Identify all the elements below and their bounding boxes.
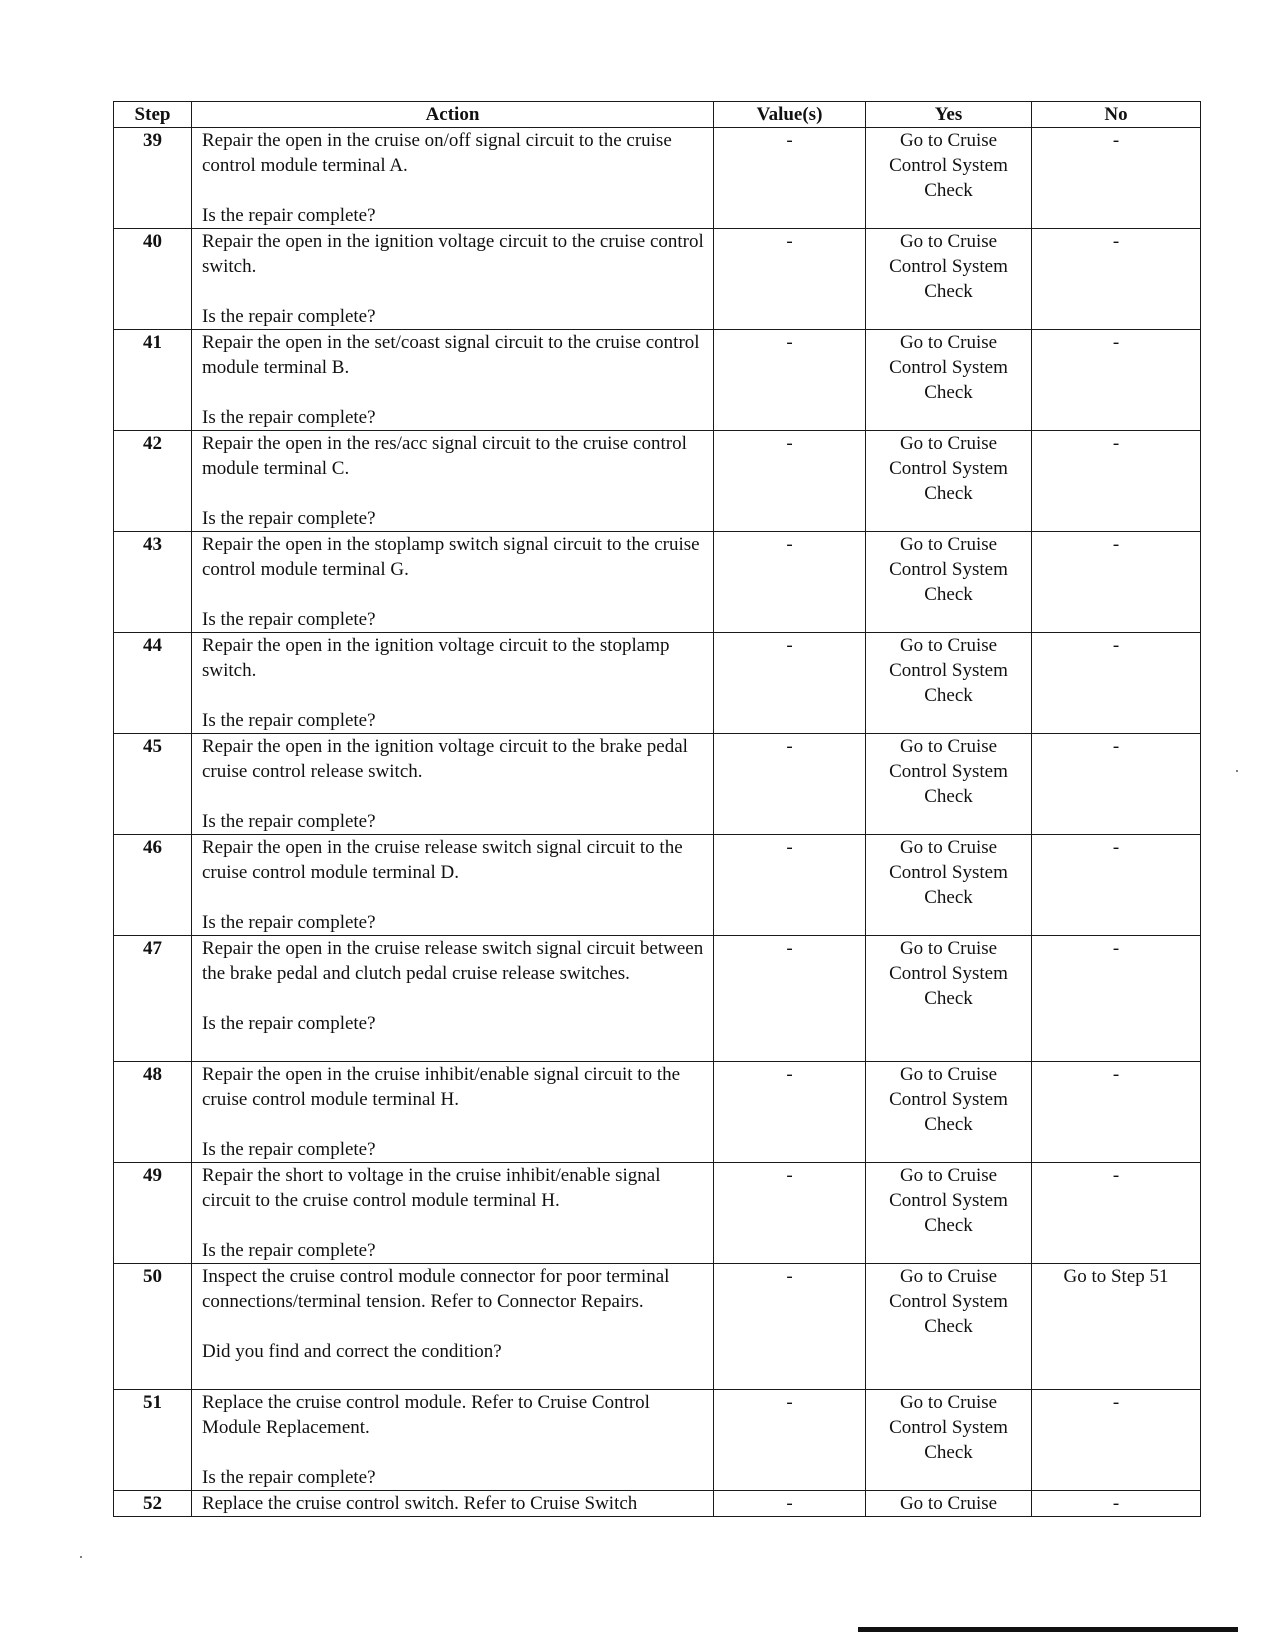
action-cell — [192, 229, 714, 330]
no-cell: - — [1032, 1390, 1201, 1491]
action-instruction: Repair the open in the res/acc signal circuit to the cruise control module terminal C. — [202, 433, 687, 479]
action-spacer — [202, 380, 707, 405]
action-question: Is the repair complete? — [202, 1240, 376, 1261]
value-cell: - — [714, 1491, 866, 1517]
action-spacer — [202, 986, 707, 1011]
action-instruction: Replace the cruise control switch. Refer to Cruise Switch — [202, 1493, 638, 1514]
table-row — [114, 128, 1201, 229]
yes-cell: Go to Cruise Control System Check — [866, 835, 1032, 936]
action-instruction: Repair the open in the stoplamp switch signal circuit to the cruise control module terminal G. — [202, 534, 700, 580]
action-spacer — [202, 683, 707, 708]
table-row — [114, 1062, 1201, 1163]
action-cell — [192, 936, 714, 1062]
no-cell: - — [1032, 1062, 1201, 1163]
step-number: 44 — [114, 633, 192, 734]
value-cell: - — [714, 936, 866, 1062]
action-cell — [192, 734, 714, 835]
action-spacer — [202, 582, 707, 607]
action-instruction: Repair the open in the cruise on/off signal circuit to the cruise control module terminal A. — [202, 130, 672, 176]
action-question: Is the repair complete? — [202, 205, 376, 226]
table-row — [114, 229, 1201, 330]
step-number: 45 — [114, 734, 192, 835]
value-cell: - — [714, 835, 866, 936]
value-cell: - — [714, 229, 866, 330]
no-cell: - — [1032, 1163, 1201, 1264]
step-number: 51 — [114, 1390, 192, 1491]
value-cell: - — [714, 431, 866, 532]
table-row — [114, 835, 1201, 936]
action-spacer — [202, 178, 707, 203]
scan-speck — [80, 1556, 82, 1558]
action-instruction: Repair the open in the cruise inhibit/enable signal circuit to the cruise control module terminal H. — [202, 1064, 681, 1110]
action-cell — [192, 1491, 714, 1517]
action-spacer — [202, 481, 707, 506]
action-instruction: Repair the open in the ignition voltage circuit to the cruise control switch. — [202, 231, 704, 277]
action-cell — [192, 1062, 714, 1163]
value-cell: - — [714, 633, 866, 734]
value-cell: - — [714, 128, 866, 229]
scan-speck — [1236, 770, 1238, 772]
yes-cell: Go to Cruise Control System Check — [866, 633, 1032, 734]
action-question: Is the repair complete? — [202, 1467, 376, 1488]
header-step: Step — [114, 102, 192, 128]
yes-cell: Go to Cruise Control System Check — [866, 1390, 1032, 1491]
action-cell — [192, 835, 714, 936]
yes-cell: Go to Cruise Control System Check — [866, 734, 1032, 835]
yes-cell: Go to Cruise Control System Check — [866, 431, 1032, 532]
action-question: Is the repair complete? — [202, 811, 376, 832]
table-row — [114, 532, 1201, 633]
action-spacer — [202, 1314, 707, 1339]
no-cell: - — [1032, 835, 1201, 936]
table-row — [114, 734, 1201, 835]
action-spacer — [202, 784, 707, 809]
step-number: 52 — [114, 1491, 192, 1517]
yes-cell: Go to Cruise Control System Check — [866, 936, 1032, 1062]
action-instruction: Inspect the cruise control module connector for poor terminal connections/terminal tension. Refer to Connector Repairs. — [202, 1266, 670, 1312]
table-row — [114, 936, 1201, 1062]
no-cell: - — [1032, 229, 1201, 330]
step-number: 48 — [114, 1062, 192, 1163]
yes-cell: Go to Cruise — [866, 1491, 1032, 1517]
value-cell: - — [714, 1264, 866, 1390]
header-action: Action — [192, 102, 714, 128]
no-cell: - — [1032, 734, 1201, 835]
action-question: Is the repair complete? — [202, 508, 376, 529]
action-instruction: Repair the open in the ignition voltage circuit to the stoplamp switch. — [202, 635, 670, 681]
action-cell — [192, 1163, 714, 1264]
action-question: Is the repair complete? — [202, 1013, 376, 1034]
header-no: No — [1032, 102, 1201, 128]
table-row — [114, 1264, 1201, 1390]
header-values: Value(s) — [714, 102, 866, 128]
no-cell: - — [1032, 936, 1201, 1062]
action-cell — [192, 532, 714, 633]
table-header-row — [114, 102, 1201, 128]
table-row — [114, 633, 1201, 734]
action-spacer — [202, 1213, 707, 1238]
action-spacer — [202, 885, 707, 910]
action-question: Is the repair complete? — [202, 306, 376, 327]
no-cell: - — [1032, 128, 1201, 229]
action-instruction: Repair the short to voltage in the cruise inhibit/enable signal circuit to the cruise control module terminal H. — [202, 1165, 661, 1211]
step-number: 40 — [114, 229, 192, 330]
header-yes: Yes — [866, 102, 1032, 128]
yes-cell: Go to Cruise Control System Check — [866, 1264, 1032, 1390]
diagnostic-steps-table — [113, 101, 1201, 1517]
action-instruction: Repair the open in the set/coast signal circuit to the cruise control module terminal B. — [202, 332, 700, 378]
step-number: 43 — [114, 532, 192, 633]
value-cell: - — [714, 1062, 866, 1163]
action-cell — [192, 128, 714, 229]
step-number: 41 — [114, 330, 192, 431]
yes-cell: Go to Cruise Control System Check — [866, 532, 1032, 633]
table-row — [114, 1163, 1201, 1264]
action-question: Is the repair complete? — [202, 1139, 376, 1160]
action-spacer — [202, 279, 707, 304]
no-cell: Go to Step 51 — [1032, 1264, 1201, 1390]
action-cell — [192, 431, 714, 532]
action-instruction: Repair the open in the ignition voltage circuit to the brake pedal cruise control release switch. — [202, 736, 688, 782]
step-number: 39 — [114, 128, 192, 229]
action-cell — [192, 1264, 714, 1390]
action-question: Is the repair complete? — [202, 912, 376, 933]
step-number: 47 — [114, 936, 192, 1062]
step-number: 42 — [114, 431, 192, 532]
value-cell: - — [714, 734, 866, 835]
action-question: Did you find and correct the condition? — [202, 1341, 502, 1362]
no-cell: - — [1032, 1491, 1201, 1517]
action-cell — [192, 633, 714, 734]
value-cell: - — [714, 330, 866, 431]
no-cell: - — [1032, 431, 1201, 532]
step-number: 49 — [114, 1163, 192, 1264]
no-cell: - — [1032, 330, 1201, 431]
action-cell — [192, 330, 714, 431]
value-cell: - — [714, 532, 866, 633]
yes-cell: Go to Cruise Control System Check — [866, 229, 1032, 330]
step-number: 50 — [114, 1264, 192, 1390]
action-question: Is the repair complete? — [202, 609, 376, 630]
yes-cell: Go to Cruise Control System Check — [866, 128, 1032, 229]
no-cell: - — [1032, 633, 1201, 734]
value-cell: - — [714, 1163, 866, 1264]
footer-rule — [858, 1627, 1238, 1632]
table-row — [114, 1390, 1201, 1491]
table-row — [114, 431, 1201, 532]
action-spacer — [202, 1112, 707, 1137]
action-question: Is the repair complete? — [202, 710, 376, 731]
yes-cell: Go to Cruise Control System Check — [866, 1163, 1032, 1264]
table-row — [114, 1491, 1201, 1517]
action-cell — [192, 1390, 714, 1491]
action-instruction: Replace the cruise control module. Refer to Cruise Control Module Replacement. — [202, 1392, 650, 1438]
yes-cell: Go to Cruise Control System Check — [866, 1062, 1032, 1163]
value-cell: - — [714, 1390, 866, 1491]
table-row — [114, 330, 1201, 431]
yes-cell: Go to Cruise Control System Check — [866, 330, 1032, 431]
no-cell: - — [1032, 532, 1201, 633]
action-instruction: Repair the open in the cruise release switch signal circuit to the cruise control module terminal D. — [202, 837, 683, 883]
action-instruction: Repair the open in the cruise release switch signal circuit between the brake pedal and clutch pedal cruise release switches. — [202, 938, 704, 984]
action-question: Is the repair complete? — [202, 407, 376, 428]
action-spacer — [202, 1440, 707, 1465]
step-number: 46 — [114, 835, 192, 936]
